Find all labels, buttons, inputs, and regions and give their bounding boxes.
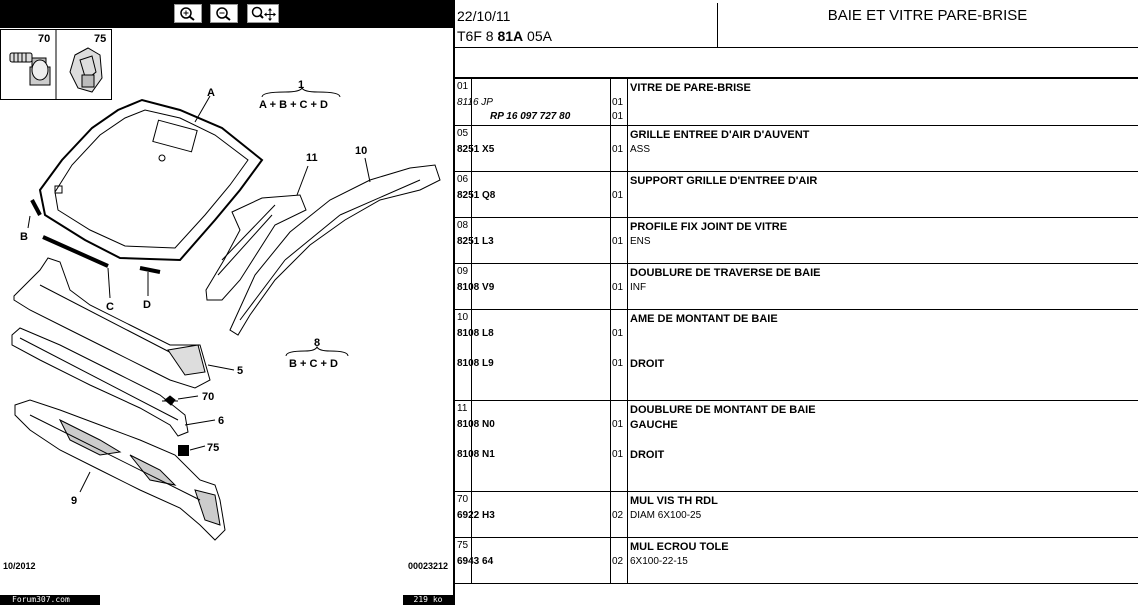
diagram-date: 10/2012 <box>3 561 36 571</box>
ref-prefix: T6F 8 <box>457 28 498 44</box>
part-quantity: 01 <box>612 328 624 339</box>
row-description: DOUBLURE DE MONTANT DE BAIE <box>630 404 816 416</box>
column-divider <box>472 401 611 491</box>
table-row[interactable] <box>455 538 1138 584</box>
part-variant: DROIT <box>630 358 665 370</box>
label-10: 10 <box>355 145 368 157</box>
part-quantity: 01 <box>612 97 624 108</box>
windshield <box>40 100 262 260</box>
table-row[interactable] <box>455 492 1138 538</box>
row-description: VITRE DE PARE-BRISE <box>630 82 751 94</box>
part-quantity: 02 <box>612 556 624 567</box>
nut-marker <box>178 445 189 456</box>
label-A: A <box>207 87 215 99</box>
part-reference[interactable]: 8116 JP <box>457 97 493 108</box>
part-reference[interactable]: 8251 Q8 <box>457 190 496 201</box>
zoom-out-button[interactable] <box>210 4 238 23</box>
row-description: SUPPORT GRILLE D'ENTREE D'AIR <box>630 175 818 187</box>
table-row[interactable] <box>455 79 1138 126</box>
part-5 <box>14 258 210 388</box>
column-divider <box>611 310 628 400</box>
part-reference[interactable]: 8108 L8 <box>457 328 494 339</box>
ref-suffix: 05A <box>523 28 552 44</box>
row-position: 08 <box>457 220 469 231</box>
fastener-inset <box>1 30 112 100</box>
part-quantity: 01 <box>612 419 624 430</box>
part-reference[interactable]: 8251 L3 <box>457 236 494 247</box>
part-quantity: 01 <box>612 236 624 247</box>
row-position: 10 <box>457 312 469 323</box>
zoom-in-icon <box>175 5 201 22</box>
parts-diagram <box>0 28 453 593</box>
row-description: MUL ECROU TOLE <box>630 541 729 553</box>
inset-label-75: 75 <box>94 33 107 45</box>
inset-label-70: 70 <box>38 33 51 45</box>
part-reference[interactable]: 6943 64 <box>457 556 494 567</box>
row-description: AME DE MONTANT DE BAIE <box>630 313 778 325</box>
label-C: C <box>106 301 114 313</box>
part-variant: 6X100-22-15 <box>630 556 688 567</box>
part-10 <box>230 165 440 335</box>
status-site: Forum307.com <box>0 595 100 605</box>
part-quantity: 01 <box>612 358 624 369</box>
column-divider <box>611 401 628 491</box>
part-reference[interactable]: 8251 X5 <box>457 144 495 155</box>
diagram-panel <box>0 0 453 605</box>
row-description: GRILLE ENTREE D'AIR D'AUVENT <box>630 129 810 141</box>
part-quantity: 01 <box>612 144 624 155</box>
zoom-toolbar <box>0 0 453 28</box>
table-row[interactable] <box>455 264 1138 310</box>
header-date: 22/10/11 <box>457 8 511 24</box>
diagram-code: 00023212 <box>407 561 448 571</box>
zoom-in-button[interactable] <box>174 4 202 23</box>
part-quantity: 02 <box>612 510 624 521</box>
table-row[interactable] <box>455 310 1138 401</box>
row-position: 06 <box>457 174 469 185</box>
label-6: 6 <box>218 415 225 427</box>
parts-list-panel <box>455 0 1138 595</box>
label-D: D <box>143 299 151 311</box>
label-75: 75 <box>207 442 220 454</box>
part-9 <box>15 400 225 540</box>
zoom-out-icon <box>211 5 237 22</box>
part-reference[interactable]: 8108 L9 <box>457 358 494 369</box>
label-B: B <box>20 231 28 243</box>
part-reference[interactable]: 8108 N0 <box>457 419 495 430</box>
ref-bold: 81A <box>497 28 524 44</box>
part-variant: ASS <box>630 144 651 155</box>
part-variant: GAUCHE <box>630 419 678 431</box>
strip-D <box>140 268 160 272</box>
part-reference[interactable]: 8108 V9 <box>457 282 495 293</box>
column-divider <box>455 310 472 400</box>
status-size: 219 ko <box>403 595 453 605</box>
strip-B <box>32 200 40 215</box>
row-description: MUL VIS TH RDL <box>630 495 718 507</box>
label-5: 5 <box>237 365 244 377</box>
row-position: 11 <box>457 403 468 414</box>
group1-formula: A + B + C + D <box>259 99 328 111</box>
part-variant: ENS <box>630 236 651 247</box>
row-description: PROFILE FIX JOINT DE VITRE <box>630 221 788 233</box>
zoom-pan-icon <box>248 5 278 22</box>
part-variant: DIAM 6X100-25 <box>630 510 702 521</box>
label-70: 70 <box>202 391 215 403</box>
group8-number: 8 <box>314 337 321 349</box>
row-position: 75 <box>457 540 469 551</box>
table-row[interactable] <box>455 126 1138 172</box>
row-description: DOUBLURE DE TRAVERSE DE BAIE <box>630 267 821 279</box>
page-title: BAIE ET VITRE PARE-BRISE <box>827 7 1028 24</box>
column-divider <box>455 401 472 491</box>
row-position: 09 <box>457 266 469 277</box>
header-reference <box>457 28 552 44</box>
part-reference[interactable]: 8108 N1 <box>457 449 495 460</box>
row-position: 70 <box>457 494 469 505</box>
row-position: 05 <box>457 128 469 139</box>
part-reference[interactable]: RP 16 097 727 80 <box>490 111 571 122</box>
part-quantity: 01 <box>612 111 624 122</box>
part-quantity: 01 <box>612 190 624 201</box>
part-variant: INF <box>630 282 647 293</box>
zoom-pan-button[interactable] <box>247 4 279 23</box>
column-divider <box>472 310 611 400</box>
part-quantity: 01 <box>612 449 624 460</box>
part-reference[interactable]: 6922 H3 <box>457 510 495 521</box>
row-position: 01 <box>457 81 469 92</box>
part-quantity: 01 <box>612 282 624 293</box>
header-rule <box>455 47 1138 48</box>
group1-number: 1 <box>298 79 305 91</box>
table-row[interactable] <box>455 401 1138 492</box>
table-row[interactable] <box>455 218 1138 264</box>
label-11: 11 <box>306 152 318 164</box>
part-variant: DROIT <box>630 449 665 461</box>
label-9: 9 <box>71 495 78 507</box>
group8-formula: B + C + D <box>289 358 338 370</box>
table-row[interactable] <box>455 172 1138 218</box>
